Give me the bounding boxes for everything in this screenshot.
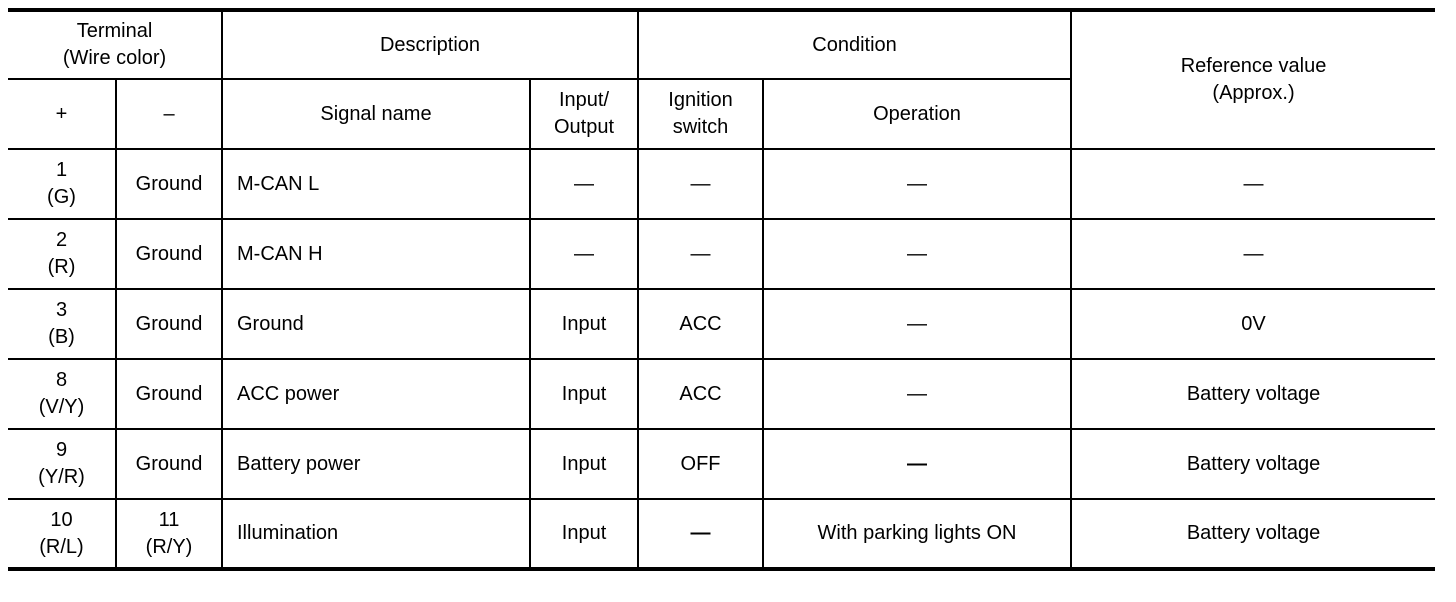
plus-header: + (8, 79, 116, 149)
signal-name-cell: Battery power (222, 429, 530, 499)
wire-color: (V/Y) (38, 396, 85, 418)
minus-terminal-cell: Ground (116, 149, 222, 219)
terminal-number: 8 (55, 369, 68, 391)
plus-terminal-cell (8, 499, 116, 569)
table-row (8, 359, 1435, 429)
ignition-switch-cell: ACC (638, 359, 763, 429)
table-row (8, 429, 1435, 499)
terminal-reference-table (8, 8, 1435, 571)
signal-name-cell: M-CAN H (222, 219, 530, 289)
reference-value-cell: Battery voltage (1071, 499, 1435, 569)
minus-terminal-cell: Ground (116, 289, 222, 359)
operation-cell: With parking lights ON (763, 499, 1071, 569)
ignition-switch-cell: — (638, 219, 763, 289)
input-output-cell: Input (530, 499, 638, 569)
reference-value-cell: 0V (1071, 289, 1435, 359)
operation-cell: — (763, 149, 1071, 219)
terminal-number: 3 (55, 299, 68, 321)
signal-name-cell: M-CAN L (222, 149, 530, 219)
wire-color: (R/Y) (145, 535, 193, 558)
ignition-switch-header-line2: switch (672, 116, 729, 138)
ignition-switch-header (638, 79, 763, 149)
ignition-switch-header-line1: Ignition (668, 89, 733, 111)
minus-header: – (116, 79, 222, 149)
ignition-switch-cell: ACC (638, 289, 763, 359)
reference-value-cell: — (1071, 219, 1435, 289)
description-header: Description (222, 10, 638, 79)
minus-terminal-cell: Ground (116, 219, 222, 289)
input-output-header-line1: Input/ (558, 89, 610, 111)
operation-cell: — (763, 219, 1071, 289)
signal-name-cell: Illumination (222, 499, 530, 569)
terminal-number: 11 (158, 508, 180, 531)
condition-header: Condition (638, 10, 1071, 79)
input-output-cell: — (530, 219, 638, 289)
plus-terminal-cell (8, 429, 116, 499)
terminal-number: 10 (50, 508, 73, 531)
minus-terminal-cell (116, 499, 222, 569)
plus-terminal-cell (8, 289, 116, 359)
reference-value-cell: Battery voltage (1071, 359, 1435, 429)
terminal-table-container (8, 8, 1435, 571)
reference-value-cell: — (1071, 149, 1435, 219)
terminal-number: 9 (55, 439, 68, 461)
input-output-cell: Input (530, 359, 638, 429)
minus-terminal-cell: Ground (116, 429, 222, 499)
ignition-switch-cell: OFF (638, 429, 763, 499)
wire-color: (R) (47, 256, 76, 278)
plus-terminal-cell (8, 219, 116, 289)
wire-color: (B) (48, 326, 75, 348)
input-output-cell: Input (530, 289, 638, 359)
header-row-1 (8, 10, 1435, 79)
terminal-header (8, 10, 222, 79)
terminal-header-line2: (Wire color) (62, 47, 167, 69)
input-output-cell: — (530, 149, 638, 219)
terminal-header-line1: Terminal (76, 20, 153, 42)
operation-cell: — (763, 429, 1071, 499)
reference-header (1071, 10, 1435, 149)
ignition-switch-cell: — (638, 499, 763, 569)
operation-header: Operation (763, 79, 1071, 149)
wire-color: (R/L) (39, 535, 84, 558)
terminal-number: 2 (55, 229, 68, 251)
terminal-number: 1 (55, 159, 68, 181)
reference-header-line2: (Approx.) (1212, 82, 1295, 104)
minus-terminal-cell: Ground (116, 359, 222, 429)
operation-cell: — (763, 359, 1071, 429)
table-row (8, 499, 1435, 569)
ignition-switch-cell: — (638, 149, 763, 219)
input-output-cell: Input (530, 429, 638, 499)
table-row (8, 219, 1435, 289)
input-output-header-line2: Output (553, 116, 615, 138)
input-output-header (530, 79, 638, 149)
signal-name-cell: ACC power (222, 359, 530, 429)
signal-name-cell: Ground (222, 289, 530, 359)
plus-terminal-cell (8, 359, 116, 429)
operation-cell: — (763, 289, 1071, 359)
reference-header-line1: Reference value (1180, 55, 1327, 77)
signal-name-header: Signal name (222, 79, 530, 149)
wire-color: (Y/R) (38, 466, 85, 488)
plus-terminal-cell (8, 149, 116, 219)
reference-value-cell: Battery voltage (1071, 429, 1435, 499)
table-row (8, 149, 1435, 219)
wire-color: (G) (47, 186, 76, 208)
table-row (8, 289, 1435, 359)
